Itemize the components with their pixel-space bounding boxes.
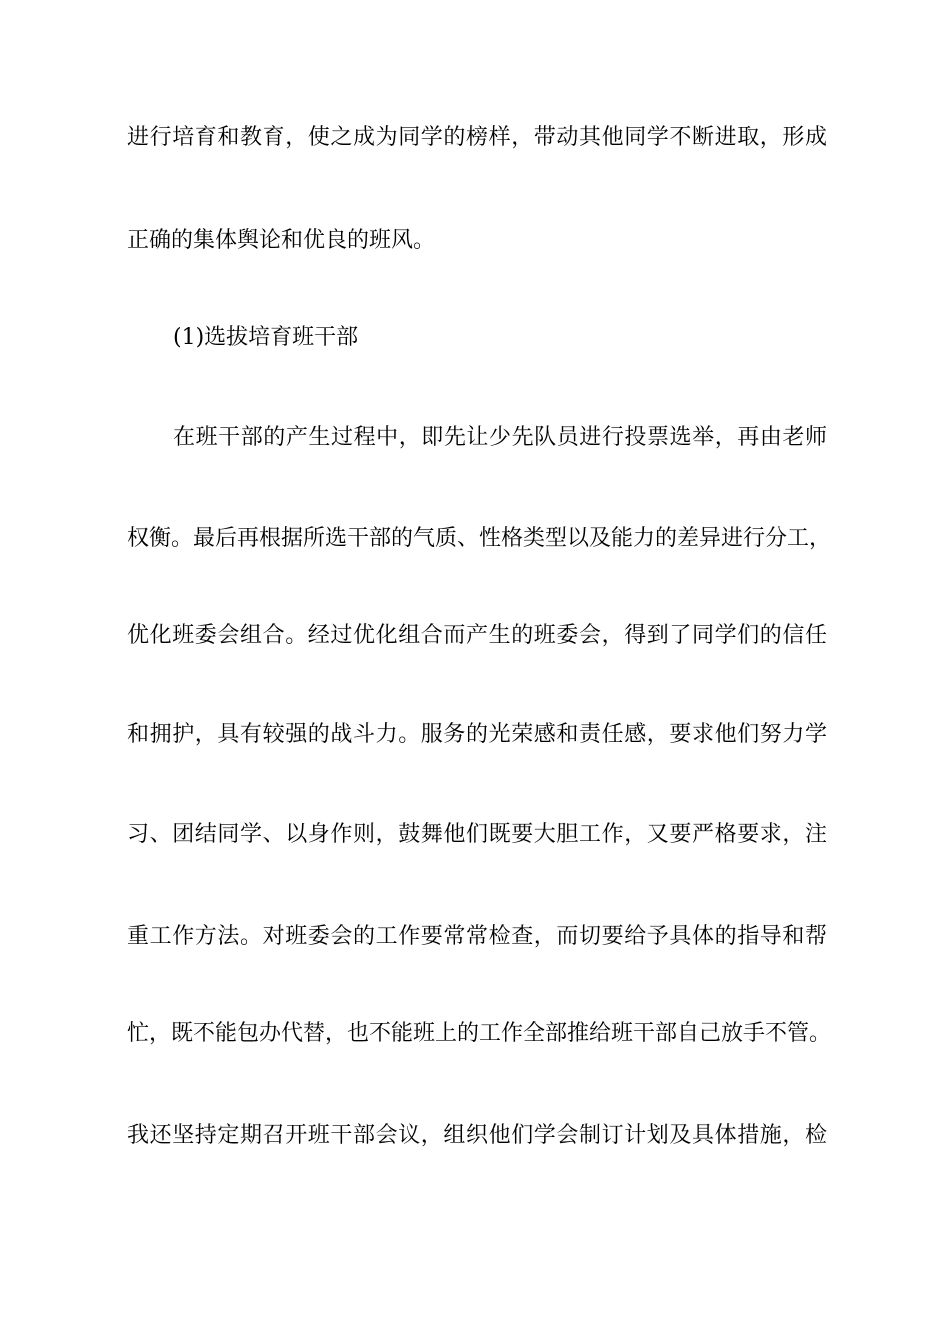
paragraph-line: 重工作方法。对班委会的工作要常常检查，而切要给予具体的指导和帮 — [127, 924, 827, 949]
paragraph-line: 权衡。最后再根据所选干部的气质、性格类型以及能力的差异进行分工， — [127, 526, 832, 551]
paragraph-line: 我还坚持定期召开班干部会议，组织他们学会制订计划及具体措施，检 — [127, 1123, 827, 1148]
paragraph-line: 进行培育和教育，使之成为同学的榜样，带动其他同学不断进取，形成 — [127, 125, 827, 150]
section-heading: (1)选拔培育班干部 — [173, 325, 359, 350]
paragraph-line: 习、团结同学、以身作则，鼓舞他们既要大胆工作，又要严格要求，注 — [127, 822, 827, 847]
paragraph-line: 和拥护，具有较强的战斗力。服务的光荣感和责任感，要求他们努力学 — [127, 722, 827, 747]
paragraph-line: 在班干部的产生过程中，即先让少先队员进行投票选举，再由老师 — [173, 425, 827, 450]
paragraph-line: 优化班委会组合。经过优化组合而产生的班委会，得到了同学们的信任 — [127, 623, 827, 648]
paragraph-line: 忙，既不能包办代替，也不能班上的工作全部推给班干部自己放手不管。 — [127, 1021, 832, 1046]
paragraph-line: 正确的集体舆论和优良的班风。 — [127, 228, 436, 253]
